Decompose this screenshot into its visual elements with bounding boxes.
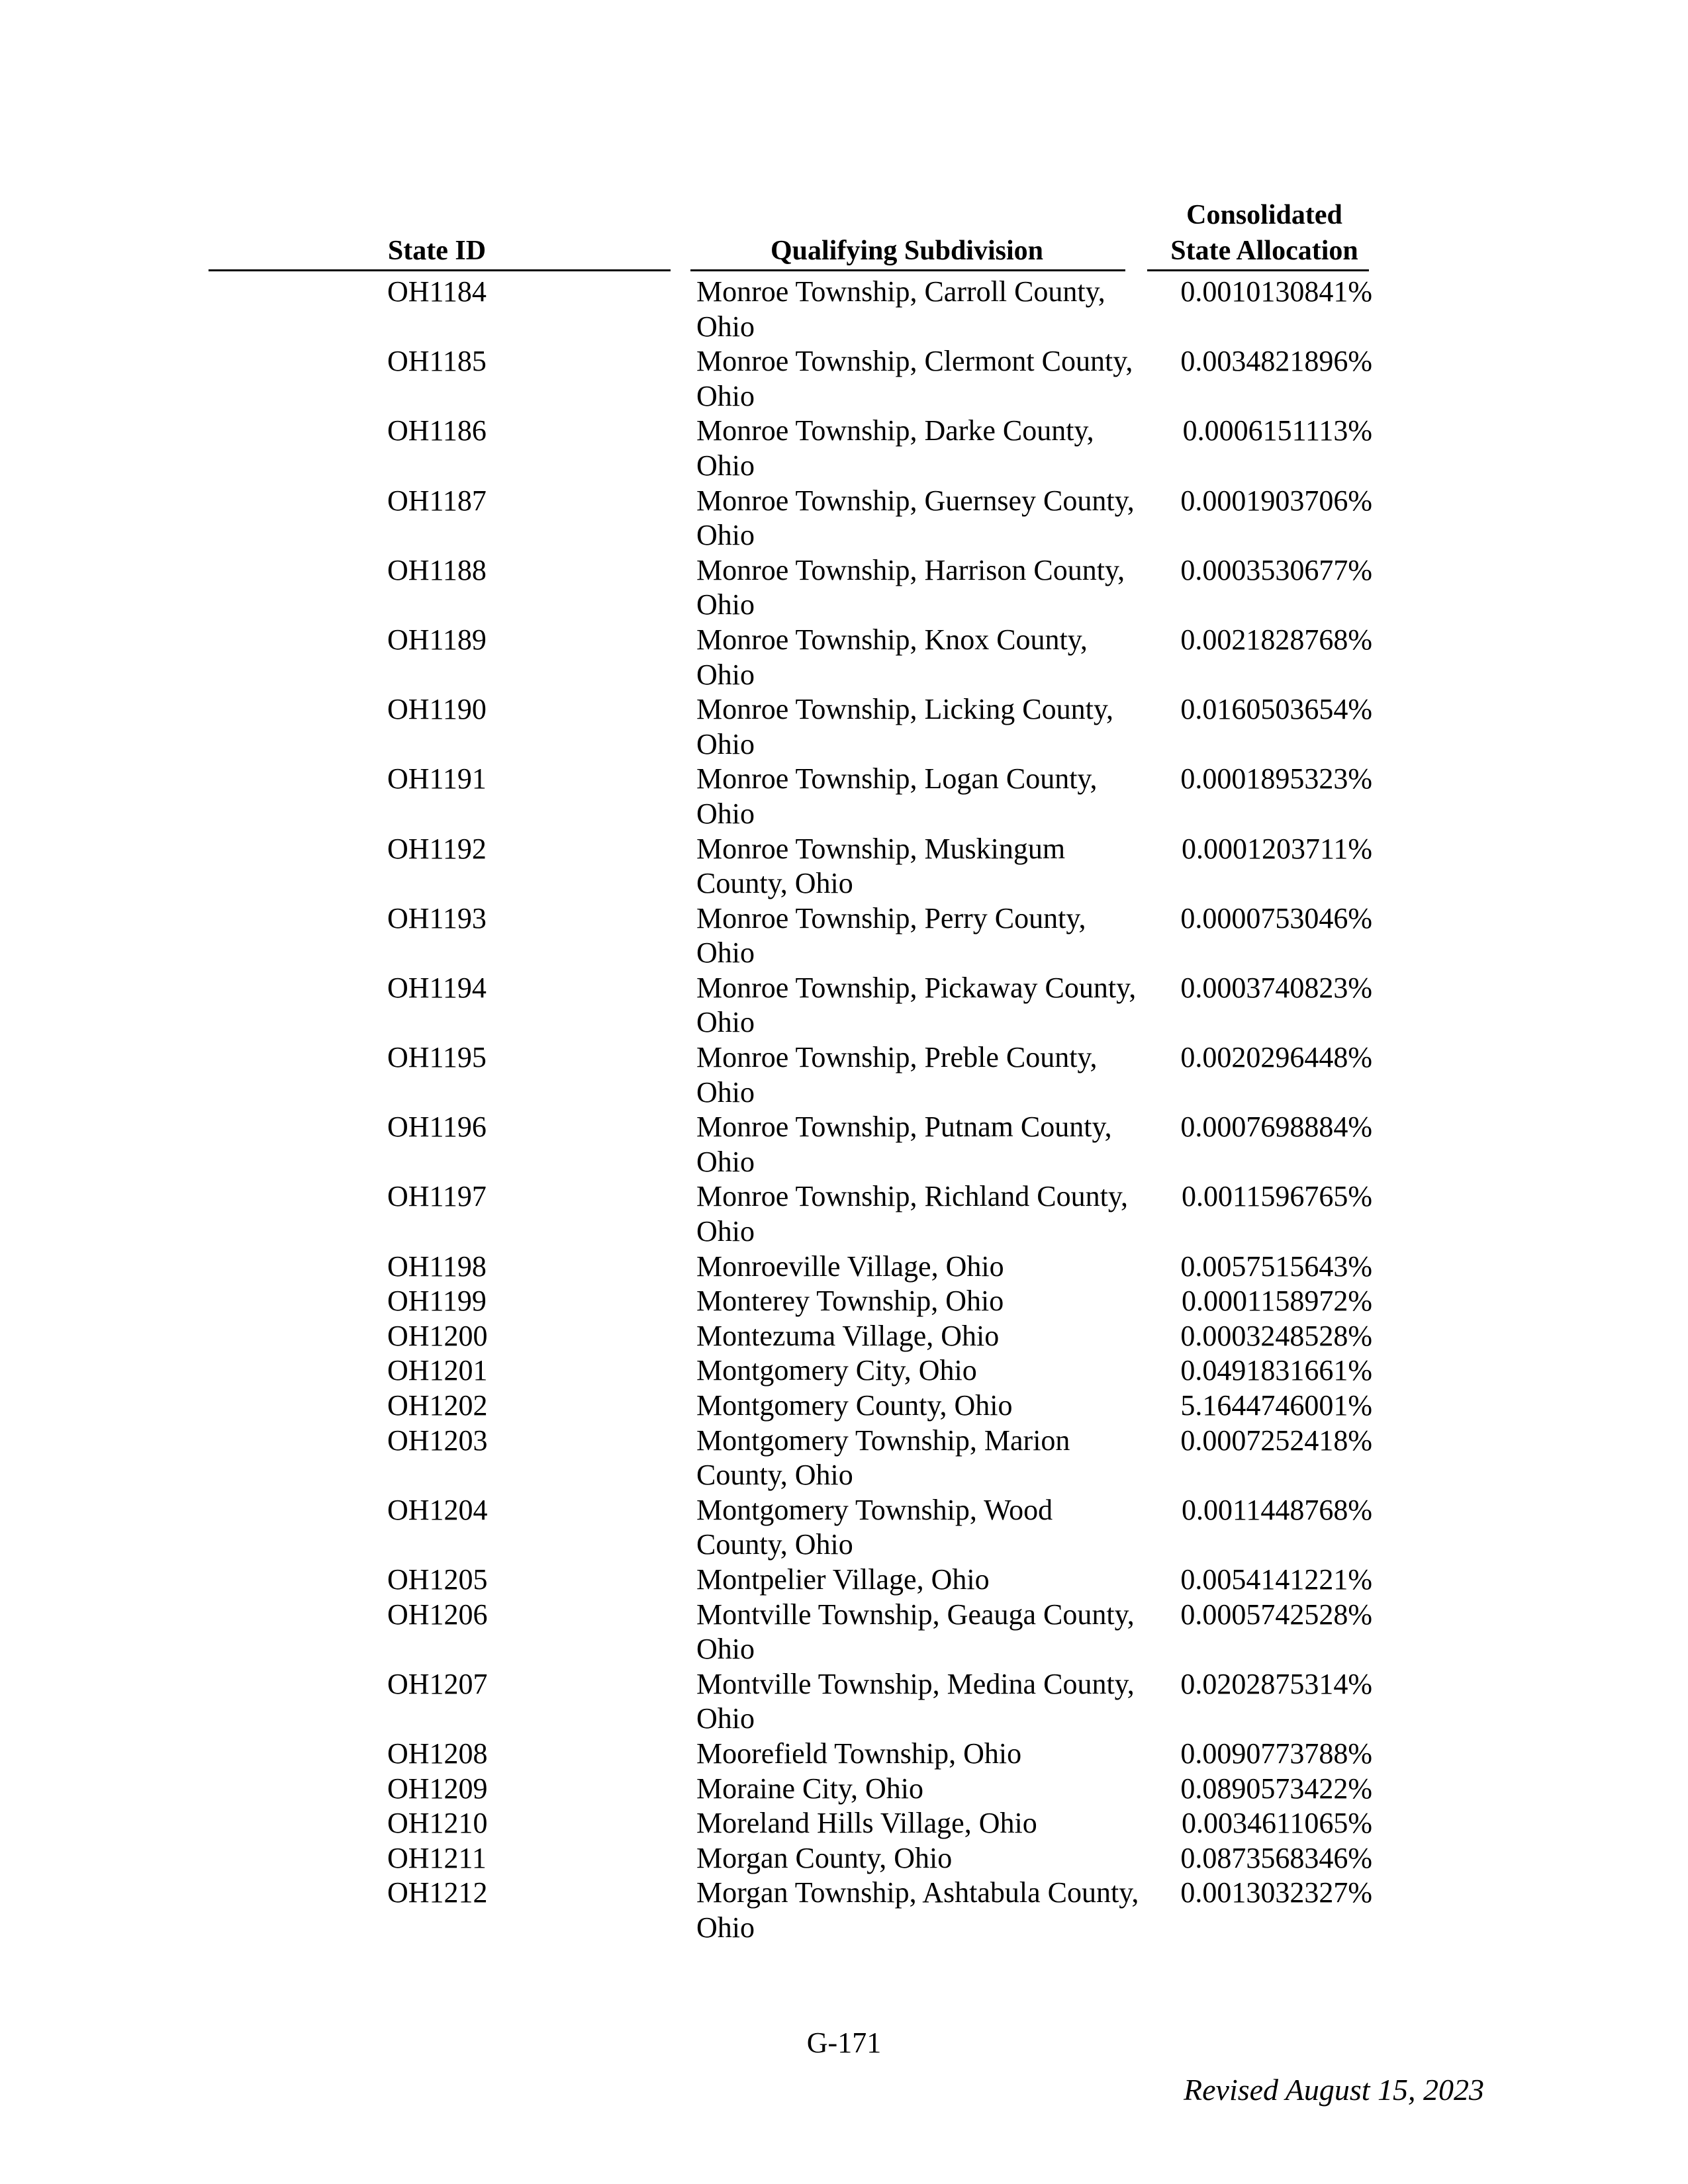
header-state-allocation: State Allocation <box>1170 236 1358 266</box>
subdivision-cell: Monroeville Village, Ohio <box>696 1250 1004 1283</box>
state-id-cell: OH1196 <box>387 1111 487 1144</box>
allocation-cell: 0.0890573422% <box>1180 1772 1372 1805</box>
state-id-cell: OH1201 <box>387 1354 488 1387</box>
state-id-cell: OH1205 <box>387 1563 488 1596</box>
allocation-cell: 0.0160503654% <box>1180 693 1372 726</box>
state-id-cell: OH1204 <box>387 1493 488 1526</box>
allocation-cell: 0.0054141221% <box>1180 1563 1372 1596</box>
table-row <box>0 1841 1688 1876</box>
allocation-cell: 0.0010130841% <box>1180 275 1372 308</box>
table-row <box>0 1284 1688 1319</box>
table-row <box>0 971 1688 1040</box>
allocation-cell: 0.0021828768% <box>1180 623 1372 656</box>
allocation-cell: 0.0011448768% <box>1181 1493 1372 1526</box>
allocation-cell: 5.1644746001% <box>1180 1389 1372 1422</box>
allocation-cell: 0.0491831661% <box>1180 1354 1372 1387</box>
subdivision-cell: Monroe Township, Harrison County, Ohio <box>696 553 1125 621</box>
table-row <box>0 553 1688 623</box>
state-id-cell: OH1207 <box>387 1667 488 1700</box>
subdivision-cell: Monroe Township, Clermont County, Ohio <box>696 345 1133 412</box>
allocation-cell: 0.0007252418% <box>1180 1424 1372 1457</box>
allocation-cell: 0.0007698884% <box>1180 1111 1372 1144</box>
header-rule-subdivision <box>690 269 1125 271</box>
state-id-cell: OH1202 <box>387 1389 488 1422</box>
allocation-cell: 0.0202875314% <box>1180 1667 1372 1700</box>
state-id-cell: OH1194 <box>387 971 487 1004</box>
allocation-cell: 0.0057515643% <box>1180 1250 1372 1283</box>
allocation-cell: 0.0001203711% <box>1181 832 1372 865</box>
table-row <box>0 1772 1688 1807</box>
allocation-table-body <box>0 275 1688 1946</box>
subdivision-cell: Montville Township, Geauga County, Ohio <box>696 1598 1135 1666</box>
table-row <box>0 414 1688 483</box>
table-row <box>0 1179 1688 1249</box>
state-id-cell: OH1190 <box>387 693 487 726</box>
subdivision-cell: Montgomery Township, Wood County, Ohio <box>696 1493 1053 1561</box>
allocation-cell: 0.0003740823% <box>1180 971 1372 1004</box>
table-row <box>0 1424 1688 1493</box>
subdivision-cell: Montpelier Village, Ohio <box>696 1563 990 1596</box>
state-id-cell: OH1192 <box>387 832 487 865</box>
table-row <box>0 1563 1688 1598</box>
subdivision-cell: Monroe Township, Knox County, Ohio <box>696 623 1088 691</box>
subdivision-cell: Monroe Township, Darke County, Ohio <box>696 414 1094 482</box>
header-consolidated: Consolidated <box>1186 200 1342 230</box>
allocation-cell: 0.0034821896% <box>1180 345 1372 378</box>
table-row <box>0 484 1688 553</box>
state-id-cell: OH1211 <box>387 1841 487 1874</box>
header-qualifying-subdivision: Qualifying Subdivision <box>770 236 1044 266</box>
subdivision-cell: Montville Township, Medina County, Ohio <box>696 1667 1135 1735</box>
state-id-cell: OH1210 <box>387 1807 488 1840</box>
subdivision-cell: Montgomery City, Ohio <box>696 1354 977 1387</box>
table-row <box>0 1737 1688 1772</box>
allocation-cell: 0.0005742528% <box>1180 1598 1372 1631</box>
subdivision-cell: Monroe Township, Putnam County, Ohio <box>696 1111 1112 1178</box>
allocation-cell: 0.0003248528% <box>1180 1319 1372 1352</box>
state-id-cell: OH1197 <box>387 1180 487 1213</box>
state-id-cell: OH1186 <box>387 414 487 447</box>
table-row <box>0 692 1688 762</box>
state-id-cell: OH1200 <box>387 1319 488 1352</box>
subdivision-cell: Montgomery County, Ohio <box>696 1389 1013 1422</box>
allocation-cell: 0.0001895323% <box>1180 762 1372 796</box>
table-row <box>0 344 1688 414</box>
subdivision-cell: Morgan County, Ohio <box>696 1841 953 1874</box>
state-id-cell: OH1185 <box>387 345 487 378</box>
allocation-cell: 0.0873568346% <box>1180 1841 1372 1874</box>
subdivision-cell: Monroe Township, Richland County, Ohio <box>696 1180 1129 1248</box>
table-row <box>0 1806 1688 1841</box>
revised-date: Revised August 15, 2023 <box>1184 2073 1484 2107</box>
table-row <box>0 1110 1688 1179</box>
subdivision-cell: Monroe Township, Logan County, Ohio <box>696 762 1098 830</box>
subdivision-cell: Monroe Township, Guernsey County, Ohio <box>696 484 1135 552</box>
state-id-cell: OH1198 <box>387 1250 487 1283</box>
table-row <box>0 1493 1688 1563</box>
table-row <box>0 623 1688 692</box>
subdivision-cell: Monroe Township, Carroll County, Ohio <box>696 275 1105 343</box>
table-row <box>0 1667 1688 1737</box>
table-row <box>0 1353 1688 1388</box>
allocation-cell: 0.0006151113% <box>1182 414 1372 447</box>
state-id-cell: OH1193 <box>387 901 487 934</box>
subdivision-cell: Monroe Township, Perry County, Ohio <box>696 901 1086 970</box>
subdivision-cell: Monroe Township, Muskingum County, Ohio <box>696 832 1066 900</box>
subdivision-cell: Montgomery Township, Marion County, Ohio <box>696 1424 1070 1492</box>
state-id-cell: OH1212 <box>387 1876 488 1909</box>
allocation-cell: 0.0034611065% <box>1181 1807 1372 1840</box>
allocation-cell: 0.0000753046% <box>1180 901 1372 934</box>
table-row <box>0 1388 1688 1424</box>
subdivision-cell: Monterey Township, Ohio <box>696 1285 1004 1318</box>
allocation-cell: 0.0003530677% <box>1180 553 1372 586</box>
state-id-cell: OH1195 <box>387 1041 487 1074</box>
state-id-cell: OH1208 <box>387 1737 488 1770</box>
header-state-id: State ID <box>387 236 487 266</box>
state-id-cell: OH1191 <box>387 762 487 796</box>
subdivision-cell: Monroe Township, Pickaway County, Ohio <box>696 971 1137 1039</box>
allocation-cell: 0.0013032327% <box>1180 1876 1372 1909</box>
subdivision-cell: Monroe Township, Preble County, Ohio <box>696 1041 1098 1109</box>
state-id-cell: OH1189 <box>387 623 487 656</box>
subdivision-cell: Moreland Hills Village, Ohio <box>696 1807 1037 1840</box>
header-rule-state-id <box>209 269 671 271</box>
table-row <box>0 1040 1688 1110</box>
table-row <box>0 762 1688 831</box>
subdivision-cell: Montezuma Village, Ohio <box>696 1319 1000 1352</box>
subdivision-cell: Moraine City, Ohio <box>696 1772 923 1805</box>
table-row <box>0 1598 1688 1667</box>
table-row <box>0 901 1688 971</box>
allocation-cell: 0.0020296448% <box>1180 1041 1372 1074</box>
state-id-cell: OH1209 <box>387 1772 488 1805</box>
table-row <box>0 275 1688 344</box>
state-id-cell: OH1187 <box>387 484 487 517</box>
subdivision-cell: Moorefield Township, Ohio <box>696 1737 1022 1770</box>
page-number: G-171 <box>806 2026 882 2059</box>
state-id-cell: OH1206 <box>387 1598 488 1631</box>
allocation-cell: 0.0001903706% <box>1180 484 1372 517</box>
header-rule-allocation <box>1147 269 1369 271</box>
table-row <box>0 1876 1688 1945</box>
allocation-cell: 0.0001158972% <box>1181 1285 1372 1318</box>
table-row <box>0 1319 1688 1354</box>
subdivision-cell: Morgan Township, Ashtabula County, Ohio <box>696 1876 1139 1944</box>
allocation-cell: 0.0011596765% <box>1181 1180 1372 1213</box>
table-row <box>0 832 1688 901</box>
table-row <box>0 1250 1688 1285</box>
state-id-cell: OH1203 <box>387 1424 488 1457</box>
state-id-cell: OH1188 <box>387 553 487 586</box>
allocation-cell: 0.0090773788% <box>1180 1737 1372 1770</box>
subdivision-cell: Monroe Township, Licking County, Ohio <box>696 693 1114 760</box>
state-id-cell: OH1199 <box>387 1285 487 1318</box>
state-id-cell: OH1184 <box>387 275 487 308</box>
